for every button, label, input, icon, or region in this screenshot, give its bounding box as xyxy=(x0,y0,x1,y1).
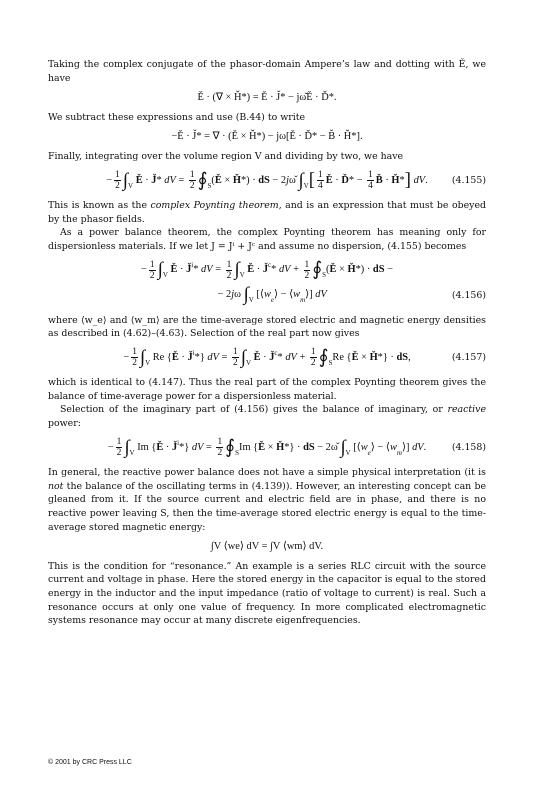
page-body xyxy=(48,58,486,628)
text-run: the balance of the oscillating terms in (4.139)). However, an interesting concept can be gleaned from it. If the source current and electric field are in phase, and there is no reactive power leaving S, then the time-average stored electric energy is equal to the time-average stored magnetic energy: xyxy=(48,480,486,533)
equation-4-157: − $\frac{1}{2}$ $\int_V$ Re {Ě · J̌$^i$*} dV = $\frac{1}{2}$ $\int_V$ Ě · J̌$^c$* dV + $\frac{1}{2}$ $∮_SRe$ {Ě × Ȟ*} · dS, (4.157) xyxy=(123,346,486,368)
equation-number: (4.156) xyxy=(451,290,486,302)
text-run: power: xyxy=(48,418,81,430)
equation-4-156-line2: − 2jω $\int_V$ [$⟨w_e⟩$ − $⟨w_m⟩$] dV (4.156) xyxy=(207,284,486,306)
equation-2: −Ě · J̌* = ∇ · (Ě × Ȟ*) − jω[Ě · Ď* − B̌ · Ȟ*]. xyxy=(171,131,363,143)
paragraph-6: where ⟨w_e⟩ and ⟨w_m⟩ are the time-average stored electric and magnetic energy densities as described in (4.62)–(4.63). Selection of the real part now gives xyxy=(48,314,486,340)
paragraph-3: Finally, integrating over the volume region V and dividing by two, we have xyxy=(48,150,404,162)
copyright-footer: © 2001 by CRC Press LLC xyxy=(48,759,132,766)
equation-number: (4.158) xyxy=(451,442,486,454)
equation-4-156-line1: − $\frac{1}{2}$ $\int_V$ Ě · J̌$^i$* dV = $\frac{1}{2}$ $\int_V$ Ě · J̌$^c$* dV + $\frac{1}{2}$ $∮_S(Ě$ × Ȟ*) · dS − xyxy=(141,259,393,281)
equation-number: (4.157) xyxy=(451,352,486,364)
emphasis-text: not xyxy=(48,480,64,492)
paragraph-1: Taking the complex conjugate of the phasor-domain Ampere’s law and dotting with Ě, we have xyxy=(48,59,486,84)
text-run: , and is an expression that must be obeyed by the phasor fields. xyxy=(48,200,486,225)
paragraph-2: We subtract these expressions and use (B.44) to write xyxy=(48,111,306,123)
paragraph-10: This is the condition for “resonance.” An example is a series RLC circuit with the source current and voltage in phase. Here the stored energy in the capacitor is equal to the stored energy in the inductor and the input impedance (ratio of voltage to current) is real. Such a resonance occurs at only one value of frequency. In more complicated electromagnetic systems resonance may occur at many discrete eigenfrequencies. xyxy=(48,560,486,627)
equation-number: (4.155) xyxy=(451,175,486,187)
emphasis-text: reactive xyxy=(447,404,486,416)
paragraph-9 xyxy=(48,466,486,534)
equation-4-158: − $\frac{1}{2}$ $\int_V$ Im {Ě · J̌$^i$*} dV = $\frac{1}{2}$ $∮_SIm$ {Ě × Ȟ*} · dS − 2ω̌ $\int_V$ [$⟨w_e⟩$ − $⟨w_m⟩$] dV. (4.158) xyxy=(107,436,486,458)
equation-resonance: ∫V ⟨we⟩ dV = ∫V ⟨wm⟩ dV. xyxy=(210,541,324,553)
emphasis-text: complex Poynting theorem xyxy=(150,200,279,212)
text-run: Selection of the imaginary part of (4.156) gives the balance of imaginary, or xyxy=(60,404,448,416)
paragraph-8 xyxy=(48,403,486,430)
equation-4-155: − $\frac{1}{2}$ $\int_V$ Ě · J̌* dV = $\frac{1}{2}$ $∮_S(Ě$ × Ȟ*) · dS − 2jω̌ $\int_V$[ $\frac{1}{4}$ Ě · Ď* − $\frac{1}{4}$ B̌ · Ȟ*] dV. (4.155) xyxy=(106,169,486,191)
paragraph-4 xyxy=(48,199,486,226)
equation-1: Ě · (∇ × Ȟ*) = Ě · J̌* − jω̌Ě · Ď*. xyxy=(197,92,337,104)
text-run: This is known as the xyxy=(48,200,151,212)
paragraph-5: As a power balance theorem, the complex Poynting theorem has meaning only for dispersionless materials. If we let J = Jⁱ + Jᶜ and assume no dispersion, (4.155) becomes xyxy=(48,227,486,252)
paragraph-7: which is identical to (4.147). Thus the real part of the complex Poynting theorem gives the balance of time-average power for a dispersionless material. xyxy=(48,377,486,402)
text-run: In general, the reactive power balance does not have a simple physical interpretation (it is xyxy=(48,467,486,479)
